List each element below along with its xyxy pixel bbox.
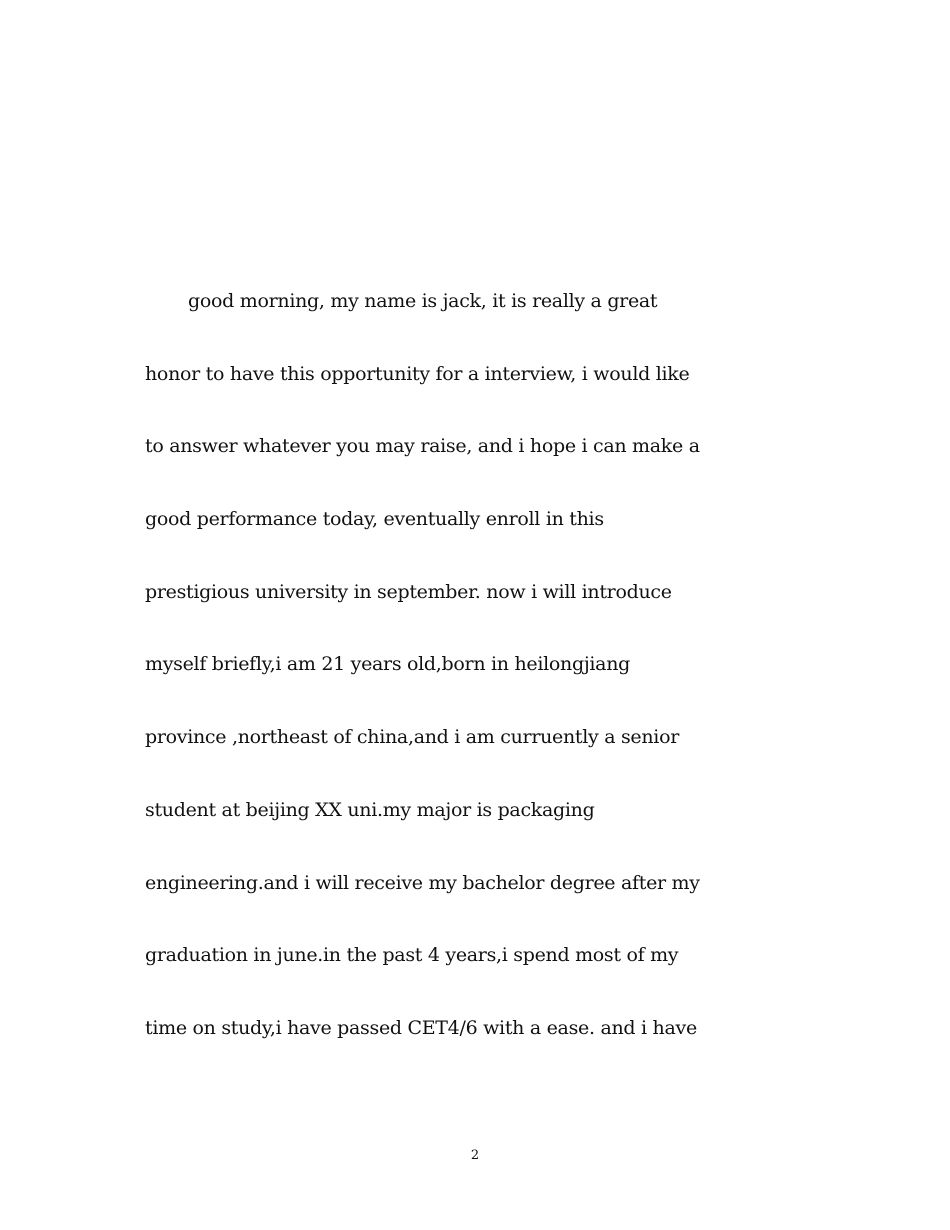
text-line: time on study,i have passed CET4/6 with a ease. and i have <box>145 1016 697 1039</box>
text-line: myself briefly,i am 21 years old,born in heilongjiang <box>145 653 631 676</box>
text-line: graduation in june.in the past 4 years,i spend most of my <box>145 944 679 967</box>
text-line: to answer whatever you may raise, and i hope i can make a <box>145 435 700 458</box>
body-paragraph <box>145 283 825 1083</box>
text-line: prestigious university in september. now i will introduce <box>145 580 672 603</box>
text-line: good morning, my name is jack, it is really a great <box>188 290 658 312</box>
text-line: student at beijing XX uni.my major is packaging <box>145 798 595 821</box>
text-line: good performance today, eventually enroll in this <box>145 508 604 531</box>
page-number: 2 <box>470 1148 480 1163</box>
text-line: honor to have this opportunity for a interview, i would like <box>145 362 690 385</box>
text-line: province ,northeast of china,and i am curruently a senior <box>145 726 680 749</box>
text-line: engineering.and i will receive my bachelor degree after my <box>145 871 700 894</box>
